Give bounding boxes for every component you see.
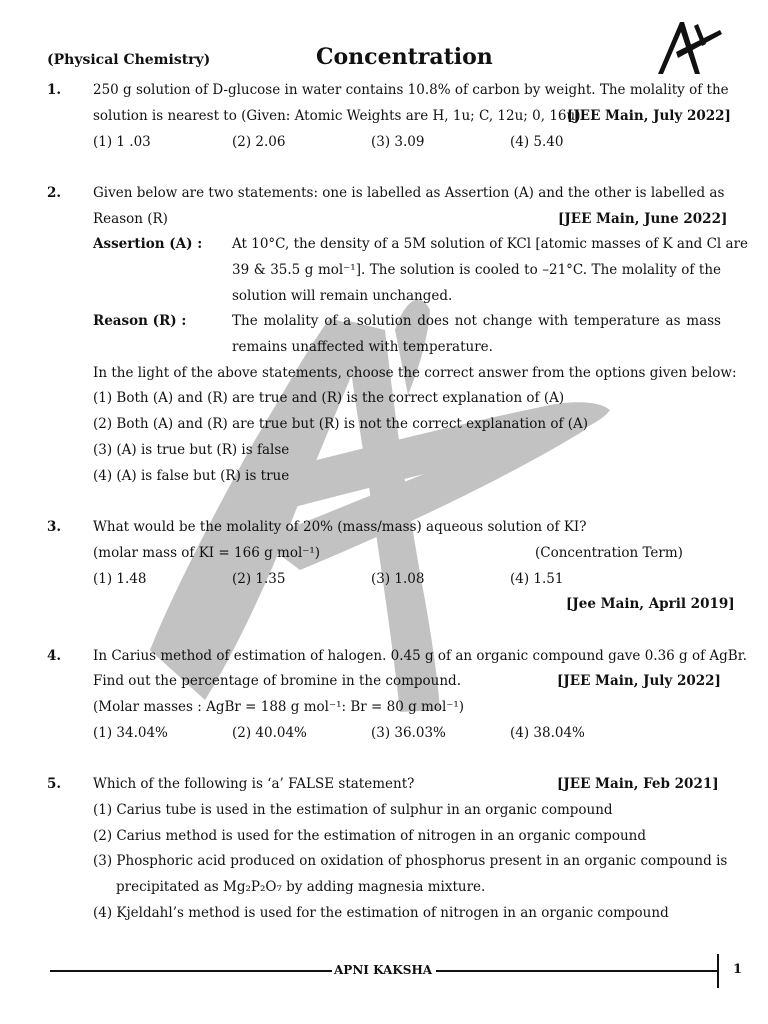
topic-tag: (Concentration Term) xyxy=(535,545,683,561)
question-prompt: In the light of the above statements, choose the correct answer from the options given below: xyxy=(93,365,737,381)
option: (1) Carius tube is used in the estimation of sulphur in an organic compound xyxy=(93,802,613,818)
exam-reference: [JEE Main, July 2022] xyxy=(567,108,731,124)
option: (1) 34.04% xyxy=(93,725,168,741)
option: (3) 3.09 xyxy=(371,134,425,150)
question-text: 250 g solution of D-glucose in water contains 10.8% of carbon by weight. The molality of the xyxy=(93,82,729,98)
option: (4) 1.51 xyxy=(510,571,564,587)
option: (4) 5.40 xyxy=(510,134,564,150)
footer-divider xyxy=(717,954,719,988)
option: (3) 1.08 xyxy=(371,571,425,587)
question-text: (molar mass of KI = 166 g mol⁻¹) xyxy=(93,545,321,561)
question-text: (Molar masses : AgBr = 188 g mol⁻¹: Br = 80 g mol⁻¹) xyxy=(93,699,465,715)
option: (3) 36.03% xyxy=(371,725,446,741)
assertion-text: At 10°C, the density of a 5M solution of KCl [atomic masses of K and Cl are xyxy=(232,236,749,252)
question-text: solution is nearest to (Given: Atomic Weights are H, 1u; C, 12u; 0, 16u) xyxy=(93,108,581,124)
reason-label: Reason (R) : xyxy=(93,313,187,329)
option: (3) Phosphoric acid produced on oxidation of phosphorus present in an organic compound is xyxy=(93,853,728,869)
exam-reference: [JEE Main, Feb 2021] xyxy=(557,776,719,792)
question-text: Given below are two statements: one is labelled as Assertion (A) and the other is labelled as xyxy=(93,185,725,201)
reason-text: remains unaffected with temperature. xyxy=(232,339,493,355)
option: (2) 2.06 xyxy=(232,134,286,150)
option: (3) (A) is true but (R) is false xyxy=(93,442,290,458)
exam-reference: [JEE Main, July 2022] xyxy=(557,673,721,689)
footer-brand: APNI KAKSHA xyxy=(334,963,433,977)
option: (2) Both (A) and (R) are true but (R) is not the correct explanation of (A) xyxy=(93,416,589,432)
question-number: 5. xyxy=(47,776,62,792)
question-number: 1. xyxy=(47,82,62,98)
option: (2) 40.04% xyxy=(232,725,307,741)
subject-label: (Physical Chemistry) xyxy=(47,52,211,68)
question-number: 2. xyxy=(47,185,62,201)
question-number: 3. xyxy=(47,519,62,535)
footer-rule-right xyxy=(436,970,718,972)
question-text: Which of the following is ‘a’ FALSE statement? xyxy=(93,776,415,792)
option: (1) 1.48 xyxy=(93,571,147,587)
option: (4) 38.04% xyxy=(510,725,585,741)
question-text: In Carius method of estimation of halogen. 0.45 g of an organic compound gave 0.36 g of AgBr. xyxy=(93,648,747,664)
page-title: Concentration xyxy=(316,44,493,70)
option: (4) (A) is false but (R) is true xyxy=(93,468,290,484)
option: precipitated as Mg₂P₂O₇ by adding magnesia mixture. xyxy=(116,879,486,895)
option: (1) Both (A) and (R) are true and (R) is the correct explanation of (A) xyxy=(93,390,565,406)
assertion-text: solution will remain unchanged. xyxy=(232,288,453,304)
option: (4) Kjeldahl’s method is used for the estimation of nitrogen in an organic compound xyxy=(93,905,669,921)
apni-kaksha-logo-icon xyxy=(650,18,730,78)
question-text: What would be the molality of 20% (mass/mass) aqueous solution of KI? xyxy=(93,519,587,535)
footer-rule-left xyxy=(50,970,332,972)
question-number: 4. xyxy=(47,648,62,664)
question-text: Reason (R) xyxy=(93,211,168,227)
option: (2) Carius method is used for the estimation of nitrogen in an organic compound xyxy=(93,828,646,844)
question-text: Find out the percentage of bromine in the compound. xyxy=(93,673,461,689)
reason-text: The molality of a solution does not change with temperature as mass xyxy=(232,313,721,329)
assertion-text: 39 & 35.5 g mol⁻¹]. The solution is cooled to –21°C. The molality of the xyxy=(232,262,721,278)
assertion-label: Assertion (A) : xyxy=(93,236,203,252)
exam-reference: [JEE Main, June 2022] xyxy=(558,211,728,227)
option: (1) 1 .03 xyxy=(93,134,151,150)
exam-reference: [Jee Main, April 2019] xyxy=(566,596,735,612)
option: (2) 1.35 xyxy=(232,571,286,587)
page-number: 1 xyxy=(733,962,743,977)
